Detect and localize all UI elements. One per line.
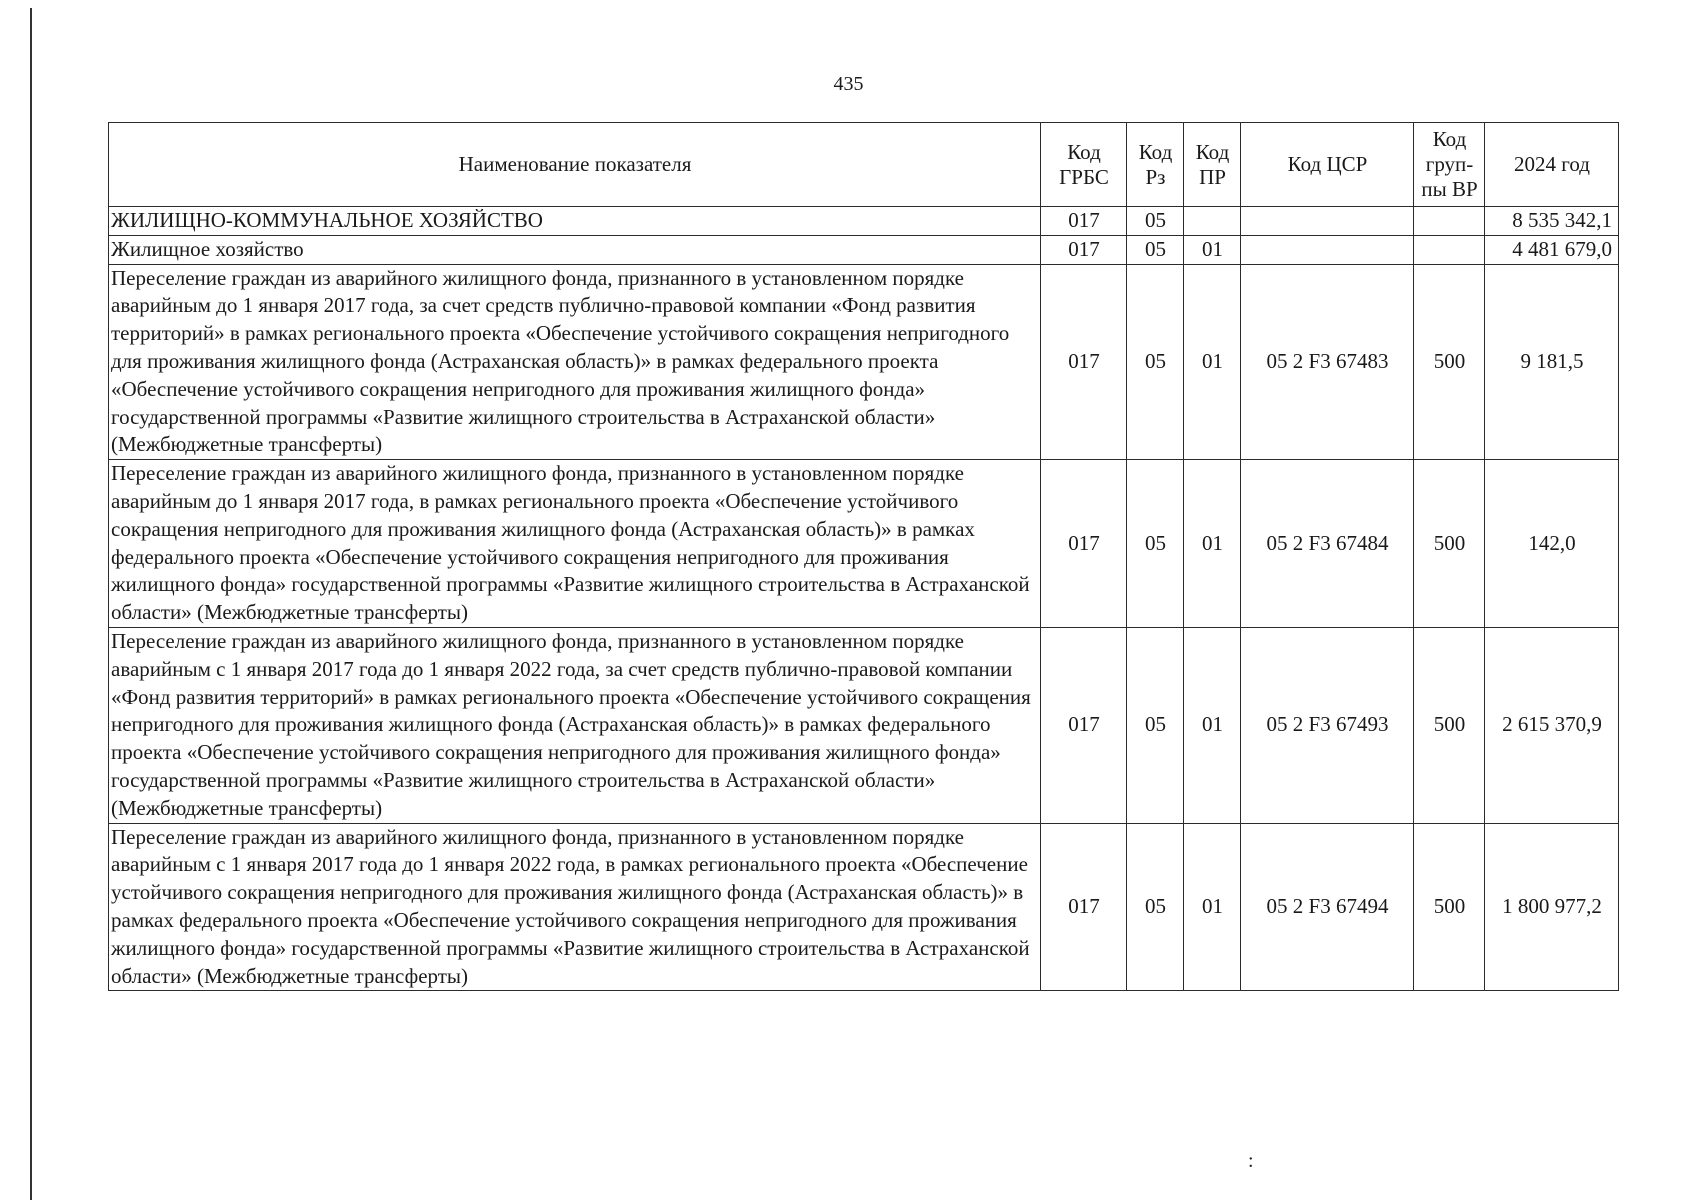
row-rz: 05 bbox=[1127, 207, 1184, 236]
row-csr: 05 2 F3 67493 bbox=[1241, 627, 1414, 823]
row-rz: 05 bbox=[1127, 264, 1184, 460]
header-rz: Код Рз bbox=[1127, 123, 1184, 207]
row-pr: 01 bbox=[1184, 823, 1241, 991]
row-csr: 05 2 F3 67484 bbox=[1241, 460, 1414, 628]
row-name: Переселение граждан из аварийного жилищного фонда, признанного в установленном порядке аварийным с 1 января 2017 года до 1 января 2022 года, в рамках регионального проекта «Обеспечение устойчивого сокращения непригодного для проживания жилищного фонда (Астраханская область)» в рамках федерального проекта «Обеспечение устойчивого сокращения непригодного для проживания жилищного фонда» государственной программы «Развитие жилищного строительства в Астраханской области» (Межбюджетные трансферты) bbox=[109, 823, 1041, 991]
row-name: Жилищное хозяйство bbox=[109, 235, 1041, 264]
row-amount: 142,0 bbox=[1485, 460, 1619, 628]
row-amount: 2 615 370,9 bbox=[1485, 627, 1619, 823]
row-pr: 01 bbox=[1184, 235, 1241, 264]
budget-table bbox=[108, 122, 1619, 991]
row-amount: 1 800 977,2 bbox=[1485, 823, 1619, 991]
table-row bbox=[109, 264, 1619, 460]
row-csr: 05 2 F3 67494 bbox=[1241, 823, 1414, 991]
row-vr: 500 bbox=[1414, 460, 1485, 628]
row-vr: 500 bbox=[1414, 627, 1485, 823]
row-vr: 500 bbox=[1414, 264, 1485, 460]
table-row bbox=[109, 627, 1619, 823]
header-year: 2024 год bbox=[1485, 123, 1619, 207]
row-rz: 05 bbox=[1127, 627, 1184, 823]
row-rz: 05 bbox=[1127, 823, 1184, 991]
row-grbs: 017 bbox=[1041, 264, 1127, 460]
header-pr: Код ПР bbox=[1184, 123, 1241, 207]
header-grbs: Код ГРБС bbox=[1041, 123, 1127, 207]
table-row bbox=[109, 460, 1619, 628]
row-amount: 9 181,5 bbox=[1485, 264, 1619, 460]
row-pr: 01 bbox=[1184, 264, 1241, 460]
row-vr bbox=[1414, 207, 1485, 236]
header-vr: Код груп-пы ВР bbox=[1414, 123, 1485, 207]
row-amount: 4 481 679,0 bbox=[1485, 235, 1619, 264]
row-grbs: 017 bbox=[1041, 235, 1127, 264]
row-name: ЖИЛИЩНО-КОММУНАЛЬНОЕ ХОЗЯЙСТВО bbox=[109, 207, 1041, 236]
row-name: Переселение граждан из аварийного жилищного фонда, признанного в установленном порядке аварийным до 1 января 2017 года, в рамках регионального проекта «Обеспечение устойчивого сокращения непригодного для проживания жилищного фонда (Астраханская область)» в рамках федерального проекта «Обеспечение устойчивого сокращения непригодного для проживания жилищного фонда» государственной программы «Развитие жилищного строительства в Астраханской области» (Межбюджетные трансферты) bbox=[109, 460, 1041, 628]
row-csr bbox=[1241, 235, 1414, 264]
row-grbs: 017 bbox=[1041, 460, 1127, 628]
table-row bbox=[109, 235, 1619, 264]
row-name: Переселение граждан из аварийного жилищного фонда, признанного в установленном порядке аварийным до 1 января 2017 года, за счет средств публично-правовой компании «Фонд развития территорий» в рамках регионального проекта «Обеспечение устойчивого сокращения непригодного для проживания жилищного фонда (Астраханская область)» в рамках федерального проекта «Обеспечение устойчивого сокращения непригодного для проживания жилищного фонда» государственной программы «Развитие жилищного строительства в Астраханской области» (Межбюджетные трансферты) bbox=[109, 264, 1041, 460]
row-vr bbox=[1414, 235, 1485, 264]
row-amount: 8 535 342,1 bbox=[1485, 207, 1619, 236]
row-rz: 05 bbox=[1127, 235, 1184, 264]
row-rz: 05 bbox=[1127, 460, 1184, 628]
binding-margin-line bbox=[30, 8, 32, 1200]
row-csr bbox=[1241, 207, 1414, 236]
row-csr: 05 2 F3 67483 bbox=[1241, 264, 1414, 460]
row-vr: 500 bbox=[1414, 823, 1485, 991]
row-pr: 01 bbox=[1184, 627, 1241, 823]
table-header-row bbox=[109, 123, 1619, 207]
row-grbs: 017 bbox=[1041, 627, 1127, 823]
row-pr: 01 bbox=[1184, 460, 1241, 628]
header-name: Наименование показателя bbox=[109, 123, 1041, 207]
table-row bbox=[109, 823, 1619, 991]
page-number: 435 bbox=[833, 73, 864, 95]
table-row bbox=[109, 207, 1619, 236]
row-pr bbox=[1184, 207, 1241, 236]
row-grbs: 017 bbox=[1041, 207, 1127, 236]
row-name: Переселение граждан из аварийного жилищного фонда, признанного в установленном порядке аварийным с 1 января 2017 года до 1 января 2022 года, за счет средств публично-правовой компании «Фонд развития территорий» в рамках регионального проекта «Обеспечение устойчивого сокращения непригодного для проживания жилищного фонда (Астраханская область)» в рамках федерального проекта «Обеспечение устойчивого сокращения непригодного для проживания жилищного фонда» государственной программы «Развитие жилищного строительства в Астраханской области» (Межбюджетные трансферты) bbox=[109, 627, 1041, 823]
row-grbs: 017 bbox=[1041, 823, 1127, 991]
stray-colon-mark: : bbox=[1248, 1150, 1254, 1172]
header-csr: Код ЦСР bbox=[1241, 123, 1414, 207]
